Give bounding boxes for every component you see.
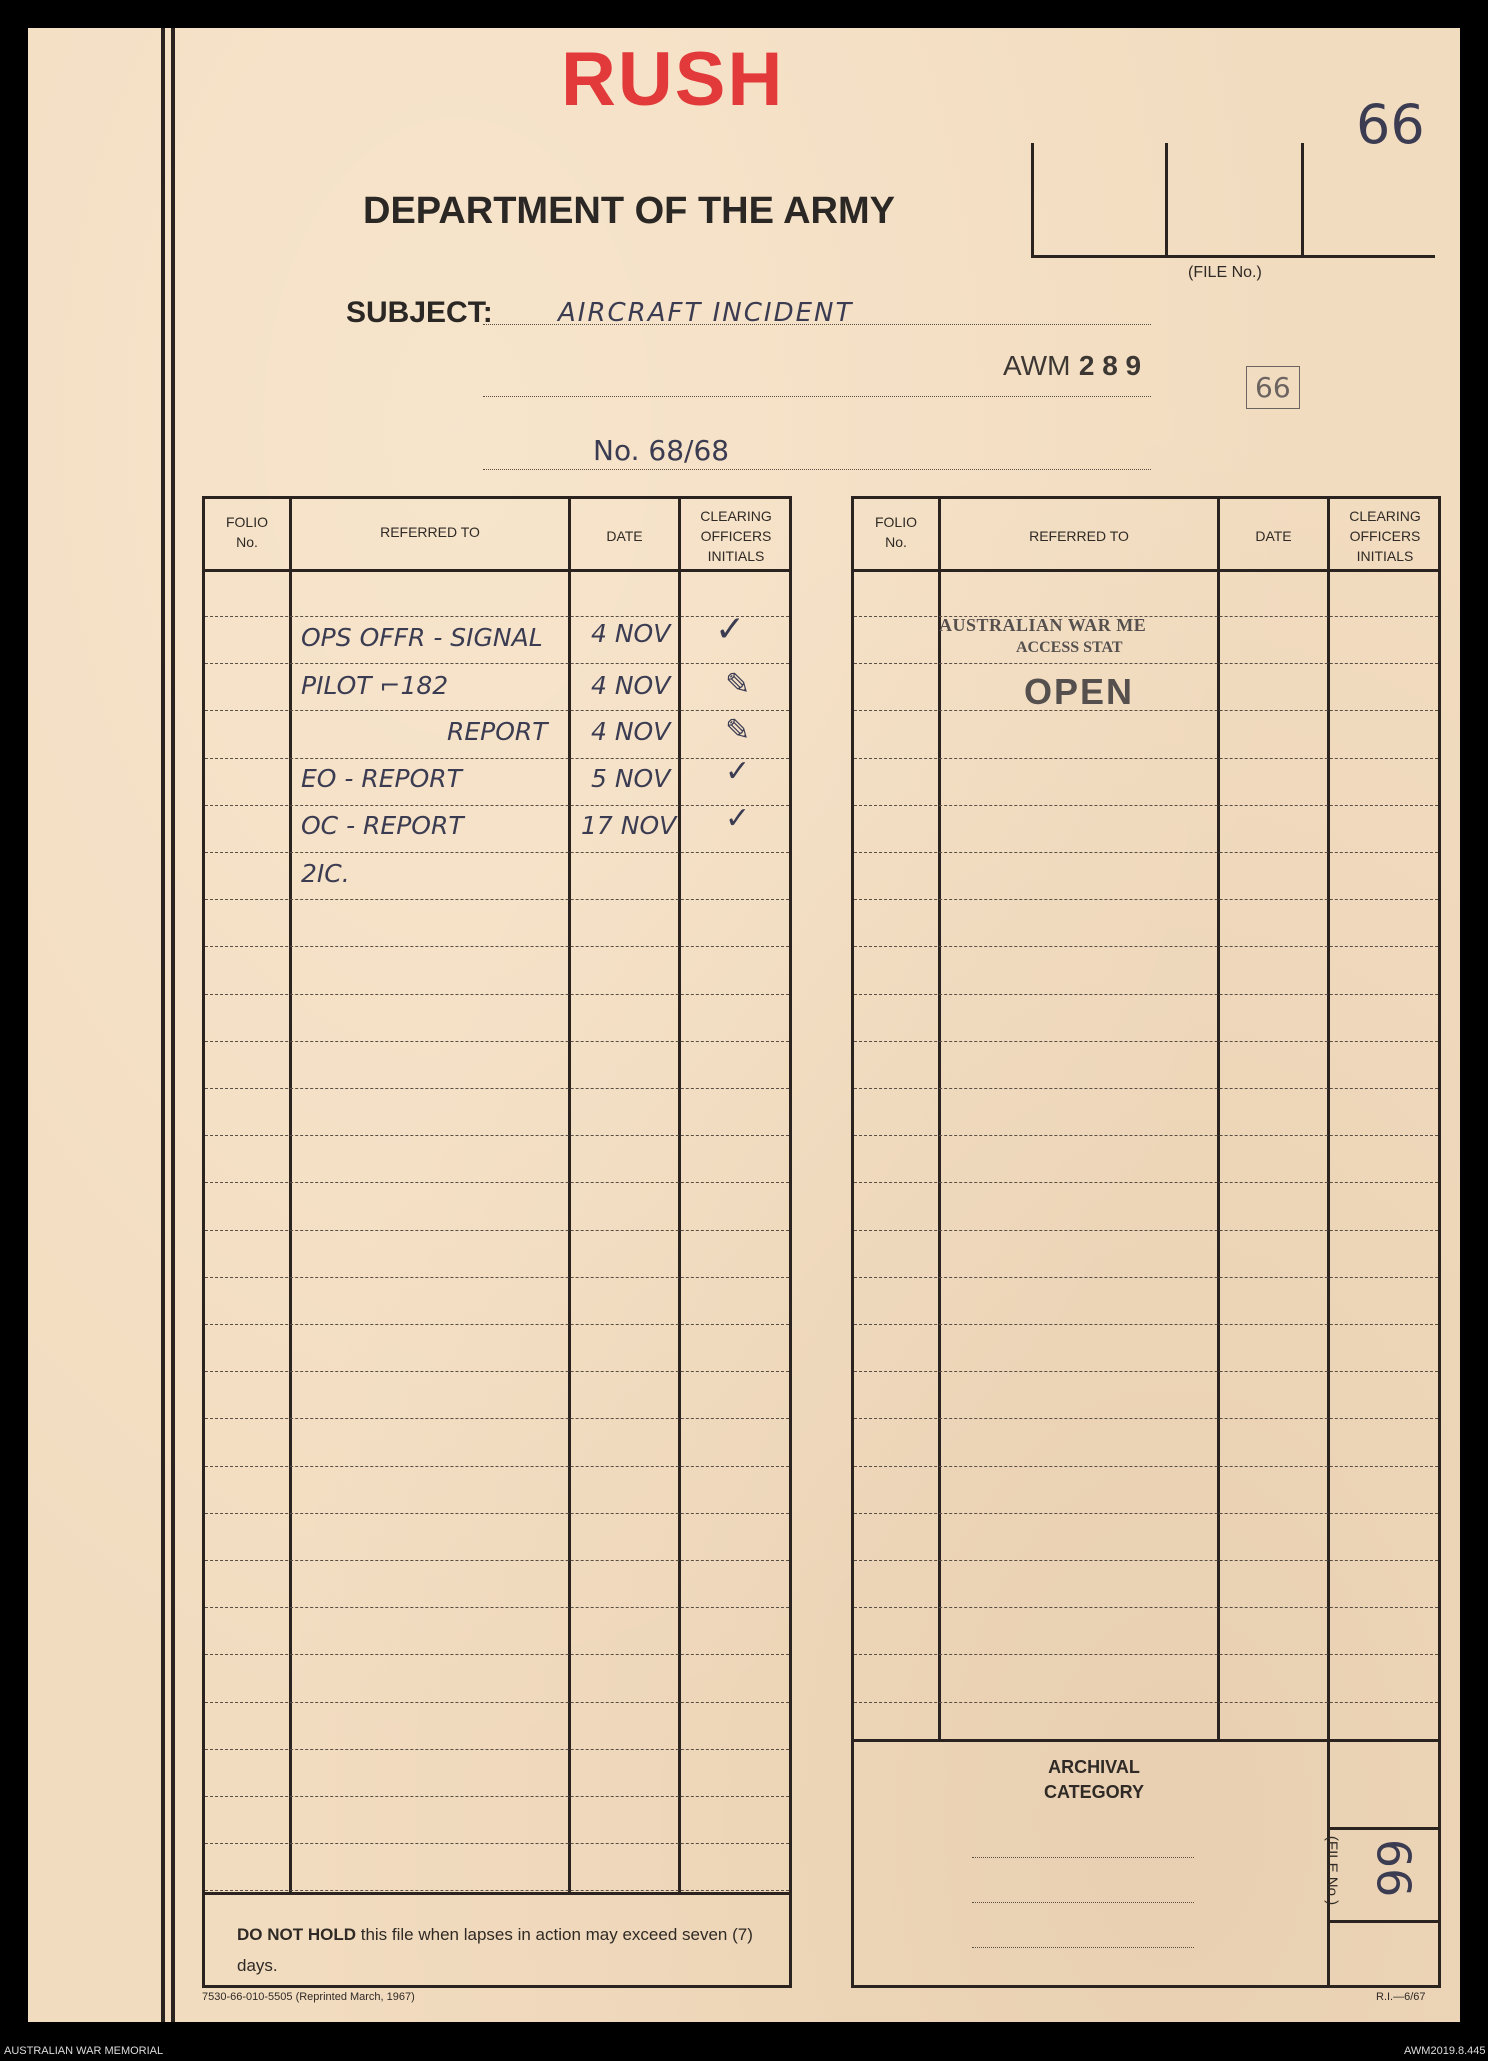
left-row-1-initials: ✓ bbox=[715, 609, 746, 650]
ruled-line bbox=[205, 1560, 789, 1561]
left-row-4-initials: ✓ bbox=[725, 754, 751, 789]
awm-prefix: AWM bbox=[1003, 350, 1071, 381]
right-header-referred: REFERRED TO bbox=[1029, 528, 1129, 544]
ruled-line bbox=[854, 1418, 1438, 1419]
ruled-line bbox=[205, 1088, 789, 1089]
left-header-folio: FOLIO No. bbox=[225, 514, 268, 550]
ruled-line bbox=[854, 946, 1438, 947]
form-code-left: 7530-66-010-5505 (Reprinted March, 1967) bbox=[202, 1991, 415, 2003]
file-no-vertical-label: (FILE No.) bbox=[1323, 1835, 1341, 1906]
ruled-line bbox=[854, 1371, 1438, 1372]
subject-label: SUBJECT: bbox=[346, 296, 493, 329]
left-row-6-referred: 2IC. bbox=[301, 859, 350, 888]
ruled-line bbox=[854, 1466, 1438, 1467]
left-row-2-initials: ✎ bbox=[725, 667, 751, 702]
left-row-4-referred: EO - REPORT bbox=[301, 764, 462, 793]
ruled-line bbox=[205, 1230, 789, 1231]
ruled-line bbox=[205, 616, 789, 617]
right-header-date: DATE bbox=[1255, 528, 1292, 544]
archival-category-label: ARCHIVAL CATEGORY bbox=[1043, 1757, 1144, 1802]
ruled-line bbox=[205, 852, 789, 853]
left-row-1-referred: OPS OFFR - SIGNAL bbox=[301, 623, 543, 652]
bracket-number: 66 bbox=[1246, 366, 1300, 409]
left-row-3-referred: REPORT bbox=[447, 717, 548, 746]
left-row-5-date: 17 NOV bbox=[581, 811, 677, 840]
archival-line-2 bbox=[972, 1902, 1194, 1903]
right-routing-table bbox=[851, 496, 1441, 1988]
left-row-1-date: 4 NOV bbox=[591, 619, 671, 648]
department-title: DEPARTMENT OF THE ARMY bbox=[363, 190, 895, 232]
ruled-line bbox=[205, 1890, 789, 1891]
ruled-line bbox=[205, 1324, 789, 1325]
file-no-label: (FILE No.) bbox=[1188, 264, 1262, 281]
spine-line-right bbox=[171, 28, 175, 2022]
file-no-box-bottom bbox=[1330, 1920, 1438, 1923]
access-stamp-open: OPEN bbox=[1024, 671, 1135, 712]
awm-reference bbox=[1003, 350, 1141, 382]
ruled-line bbox=[854, 1702, 1438, 1703]
credit-right: AWM2019.8.445 bbox=[1404, 2045, 1486, 2057]
page-number: 66 bbox=[1356, 93, 1425, 156]
left-routing-table bbox=[202, 496, 792, 1988]
ruled-line bbox=[854, 805, 1438, 806]
access-stamp-line1: AUSTRALIAN WAR ME bbox=[939, 615, 1147, 635]
ruled-line bbox=[854, 1230, 1438, 1231]
file-no-box bbox=[1330, 1827, 1438, 1830]
ruled-line bbox=[205, 1796, 789, 1797]
ruled-line bbox=[205, 1418, 789, 1419]
ruled-line bbox=[854, 1277, 1438, 1278]
spine-line-left bbox=[161, 28, 165, 2022]
number-value: No. 68/68 bbox=[593, 434, 730, 467]
ruled-line bbox=[205, 899, 789, 900]
ruled-line bbox=[205, 1749, 789, 1750]
credit-left: AUSTRALIAN WAR MEMORIAL bbox=[4, 2045, 164, 2057]
form-code-right: R.I.—6/67 bbox=[1376, 1991, 1426, 2003]
ruled-line bbox=[205, 1607, 789, 1608]
ruled-line bbox=[854, 852, 1438, 853]
ruled-line bbox=[205, 1277, 789, 1278]
ruled-line bbox=[854, 994, 1438, 995]
ruled-line bbox=[854, 1560, 1438, 1561]
file-cover bbox=[28, 28, 1460, 2022]
left-row-2-date: 4 NOV bbox=[591, 671, 671, 700]
number-dotted-line bbox=[483, 469, 1151, 470]
subject-value: AIRCRAFT INCIDENT bbox=[558, 298, 854, 328]
ruled-line bbox=[205, 1702, 789, 1703]
second-dotted-line bbox=[483, 396, 1151, 397]
ruled-line bbox=[854, 663, 1438, 664]
ruled-line bbox=[205, 946, 789, 947]
ruled-line bbox=[854, 1513, 1438, 1514]
ruled-line bbox=[854, 1324, 1438, 1325]
archival-line-3 bbox=[972, 1947, 1194, 1948]
ruled-line bbox=[205, 1041, 789, 1042]
file-number-boxes bbox=[1031, 143, 1435, 258]
left-row-3-initials: ✎ bbox=[725, 713, 751, 748]
left-row-4-date: 5 NOV bbox=[591, 764, 671, 793]
ruled-line bbox=[205, 1513, 789, 1514]
archival-line-1 bbox=[972, 1857, 1194, 1858]
awm-number: 2 8 9 bbox=[1078, 350, 1142, 381]
left-header-referred: REFERRED TO bbox=[380, 524, 480, 540]
ruled-line bbox=[854, 1182, 1438, 1183]
left-row-5-referred: OC - REPORT bbox=[301, 811, 464, 840]
ruled-line bbox=[205, 1654, 789, 1655]
ruled-line bbox=[854, 1088, 1438, 1089]
left-row-2-referred: PILOT ⌐182 bbox=[301, 671, 449, 700]
ruled-line bbox=[854, 899, 1438, 900]
ruled-line bbox=[854, 758, 1438, 759]
left-header-date: DATE bbox=[606, 528, 643, 544]
ruled-line bbox=[205, 1466, 789, 1467]
ruled-line bbox=[205, 1371, 789, 1372]
ruled-line bbox=[854, 710, 1438, 711]
note-bold: DO NOT HOLD bbox=[237, 1925, 356, 1944]
ruled-line bbox=[205, 1135, 789, 1136]
left-row-3-date: 4 NOV bbox=[591, 717, 671, 746]
ruled-line bbox=[205, 1182, 789, 1183]
ruled-line bbox=[205, 663, 789, 664]
right-header-clearing: CLEARING OFFICERS INITIALS bbox=[1349, 508, 1421, 564]
right-table-rows bbox=[854, 499, 1438, 1739]
right-header-folio: FOLIO No. bbox=[874, 514, 917, 550]
ruled-line bbox=[205, 994, 789, 995]
ruled-line bbox=[205, 758, 789, 759]
ruled-line bbox=[205, 710, 789, 711]
file-no-value: 66 bbox=[1366, 1838, 1421, 1898]
note-rest: this file when lapses in action may exceed seven (7) days. bbox=[237, 1925, 753, 1975]
access-stamp-line2: ACCESS STAT bbox=[1016, 639, 1123, 656]
ruled-line bbox=[854, 1041, 1438, 1042]
left-row-5-initials: ✓ bbox=[725, 801, 751, 836]
ruled-line bbox=[854, 1654, 1438, 1655]
rush-stamp: RUSH bbox=[561, 37, 785, 122]
do-not-hold-note bbox=[237, 1919, 757, 1981]
ruled-line bbox=[205, 1843, 789, 1844]
ruled-line bbox=[854, 1135, 1438, 1136]
left-header-clearing: CLEARING OFFICERS INITIALS bbox=[700, 508, 772, 564]
ruled-line bbox=[205, 805, 789, 806]
ruled-line bbox=[854, 1607, 1438, 1608]
